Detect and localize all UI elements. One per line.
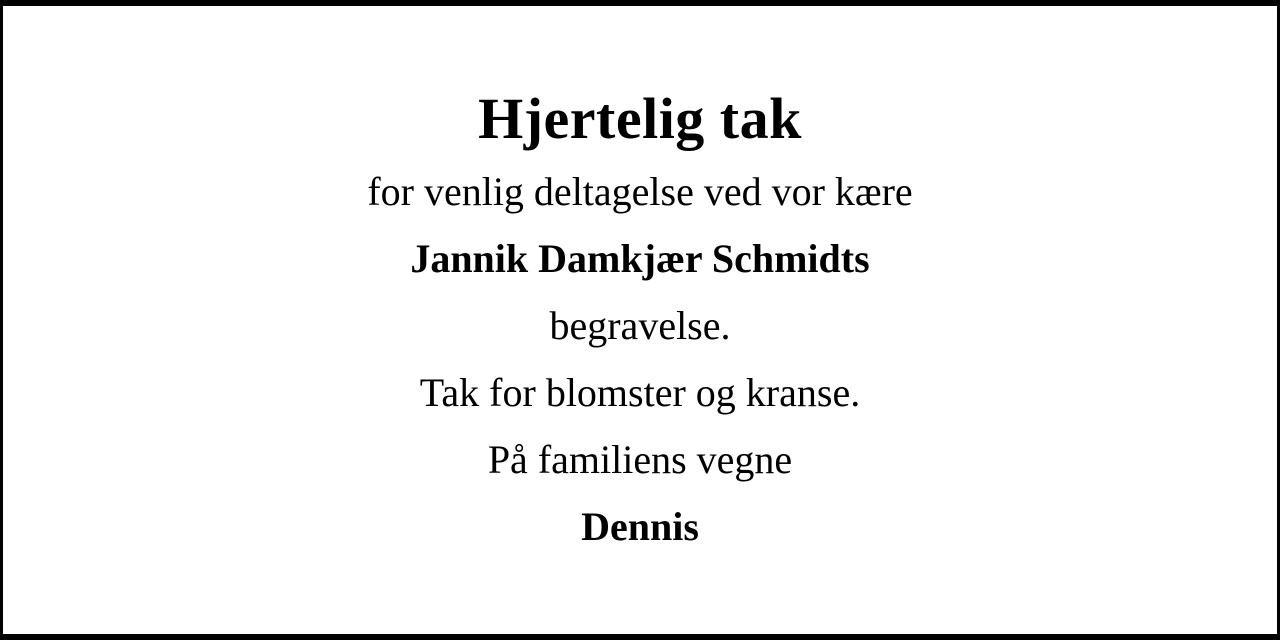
notice-family-line: På familiens vegne [487,437,793,482]
signature-name: Dennis [581,504,699,549]
notice-title: Hjertelig tak [478,86,802,151]
notice-intro-line: for venlig deltagelse ved vor kære [367,169,913,214]
notice-thanks-line: Tak for blomster og kranse. [419,370,861,415]
notice-event-line: begravelse. [549,303,731,348]
deceased-name: Jannik Damkjær Schmidts [410,236,870,281]
